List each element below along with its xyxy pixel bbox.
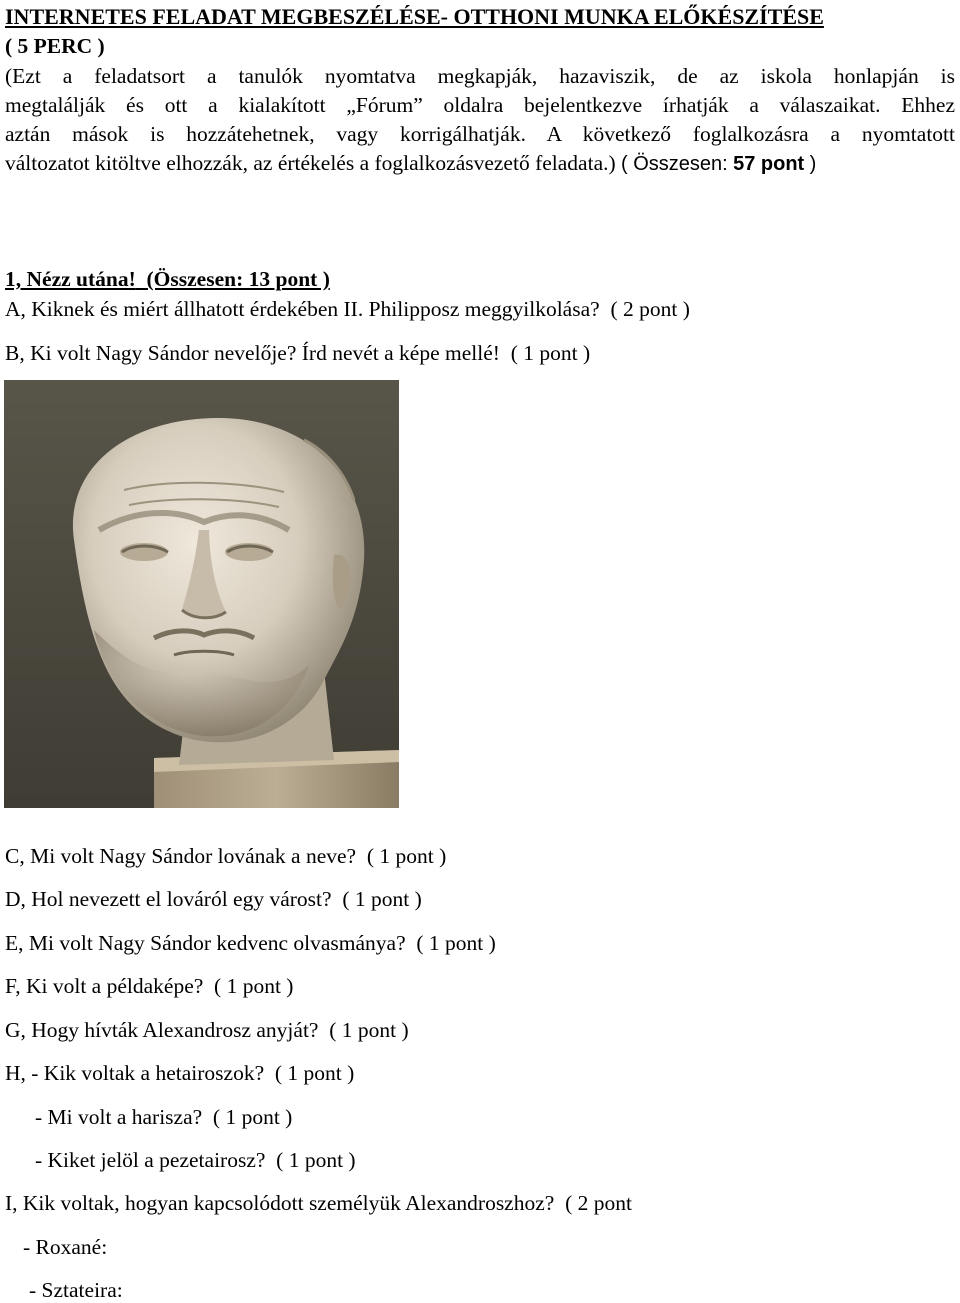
- question-h-3-text: - Kiket jelöl a pezetairosz?: [35, 1148, 266, 1172]
- question-g-text: G, Hogy hívták Alexandrosz anyját?: [5, 1018, 319, 1042]
- total-prefix: ( Összesen:: [621, 153, 728, 175]
- page-title: INTERNETES FELADAT MEGBESZÉLÉSE- OTTHONI MUNKA ELŐKÉSZÍTÉSE: [5, 4, 824, 29]
- question-e-points: ( 1 pont ): [416, 931, 496, 955]
- question-a-points: ( 2 pont ): [610, 297, 690, 321]
- question-i-sztateira: - Sztateira:: [29, 1278, 123, 1302]
- question-c-text: C, Mi volt Nagy Sándor lovának a neve?: [5, 844, 357, 868]
- section-1-title: 1, Nézz utána!: [5, 267, 136, 291]
- question-a-text: A, Kiknek és miért állhatott érdekében II. Philipposz meggyilkolása?: [5, 297, 600, 321]
- total-value: 57 pont: [733, 153, 805, 175]
- question-c-points: ( 1 pont ): [366, 844, 447, 868]
- section-1-total: (Összesen: 13 pont ): [146, 267, 330, 291]
- question-i-points: ( 2 pont: [565, 1191, 632, 1215]
- total-suffix: ): [809, 153, 817, 175]
- question-h-3-points: ( 1 pont ): [276, 1148, 356, 1172]
- section-1-heading: [5, 266, 330, 292]
- question-f: [5, 973, 293, 999]
- question-b: [5, 340, 590, 366]
- question-i-text: I, Kik voltak, hogyan kapcsolódott személyük Alexandroszhoz?: [5, 1191, 555, 1215]
- question-a: [5, 296, 690, 322]
- question-c: [5, 843, 446, 869]
- question-h-2-text: - Mi volt a harisza?: [35, 1105, 203, 1129]
- intro-line-4-text: változatot kitöltve elhozzák, az értékelés a foglalkozásvezető feladata.): [5, 151, 616, 175]
- question-g: [5, 1017, 409, 1043]
- question-h-2: [35, 1104, 292, 1130]
- question-h-3: [35, 1147, 356, 1173]
- question-d-points: ( 1 pont ): [342, 887, 422, 911]
- duration-label: ( 5 PERC ): [5, 34, 105, 58]
- question-h-points: ( 1 pont ): [274, 1061, 355, 1085]
- question-b-points: ( 1 pont ): [510, 341, 591, 365]
- question-i-roxane: - Roxané:: [23, 1235, 108, 1259]
- question-f-points: ( 1 pont ): [214, 974, 294, 998]
- intro-line-1: (Ezt a feladatsort a tanulók nyomtatva megkapják, hazaviszik, de az iskola honlapján is: [5, 64, 955, 88]
- intro-line-2: megtalálják és ott a kialakított „Fórum” oldalra bejelentkezve írhatják a válaszaikat. Ehhez: [5, 93, 955, 117]
- question-h-2-points: ( 1 pont ): [212, 1105, 293, 1129]
- question-d: [5, 886, 422, 912]
- question-h: [5, 1060, 354, 1086]
- question-e-text: E, Mi volt Nagy Sándor kedvenc olvasmánya?: [5, 931, 406, 955]
- aristotle-bust-image: [4, 380, 399, 808]
- question-h-text: H, - Kik voltak a hetairoszok?: [5, 1061, 265, 1085]
- question-f-text: F, Ki volt a példaképe?: [5, 974, 204, 998]
- question-b-text: B, Ki volt Nagy Sándor nevelője? Írd nevét a képe mellé!: [5, 341, 500, 365]
- question-d-text: D, Hol nevezett el lováról egy várost?: [5, 887, 332, 911]
- intro-line-3: aztán mások is hozzátehetnek, vagy korrigálhatják. A következő foglalkozásra a nyomtatott: [5, 122, 955, 146]
- question-e: [5, 930, 496, 956]
- question-i: [5, 1190, 632, 1216]
- intro-line-4: [5, 150, 816, 177]
- question-g-points: ( 1 pont ): [329, 1018, 409, 1042]
